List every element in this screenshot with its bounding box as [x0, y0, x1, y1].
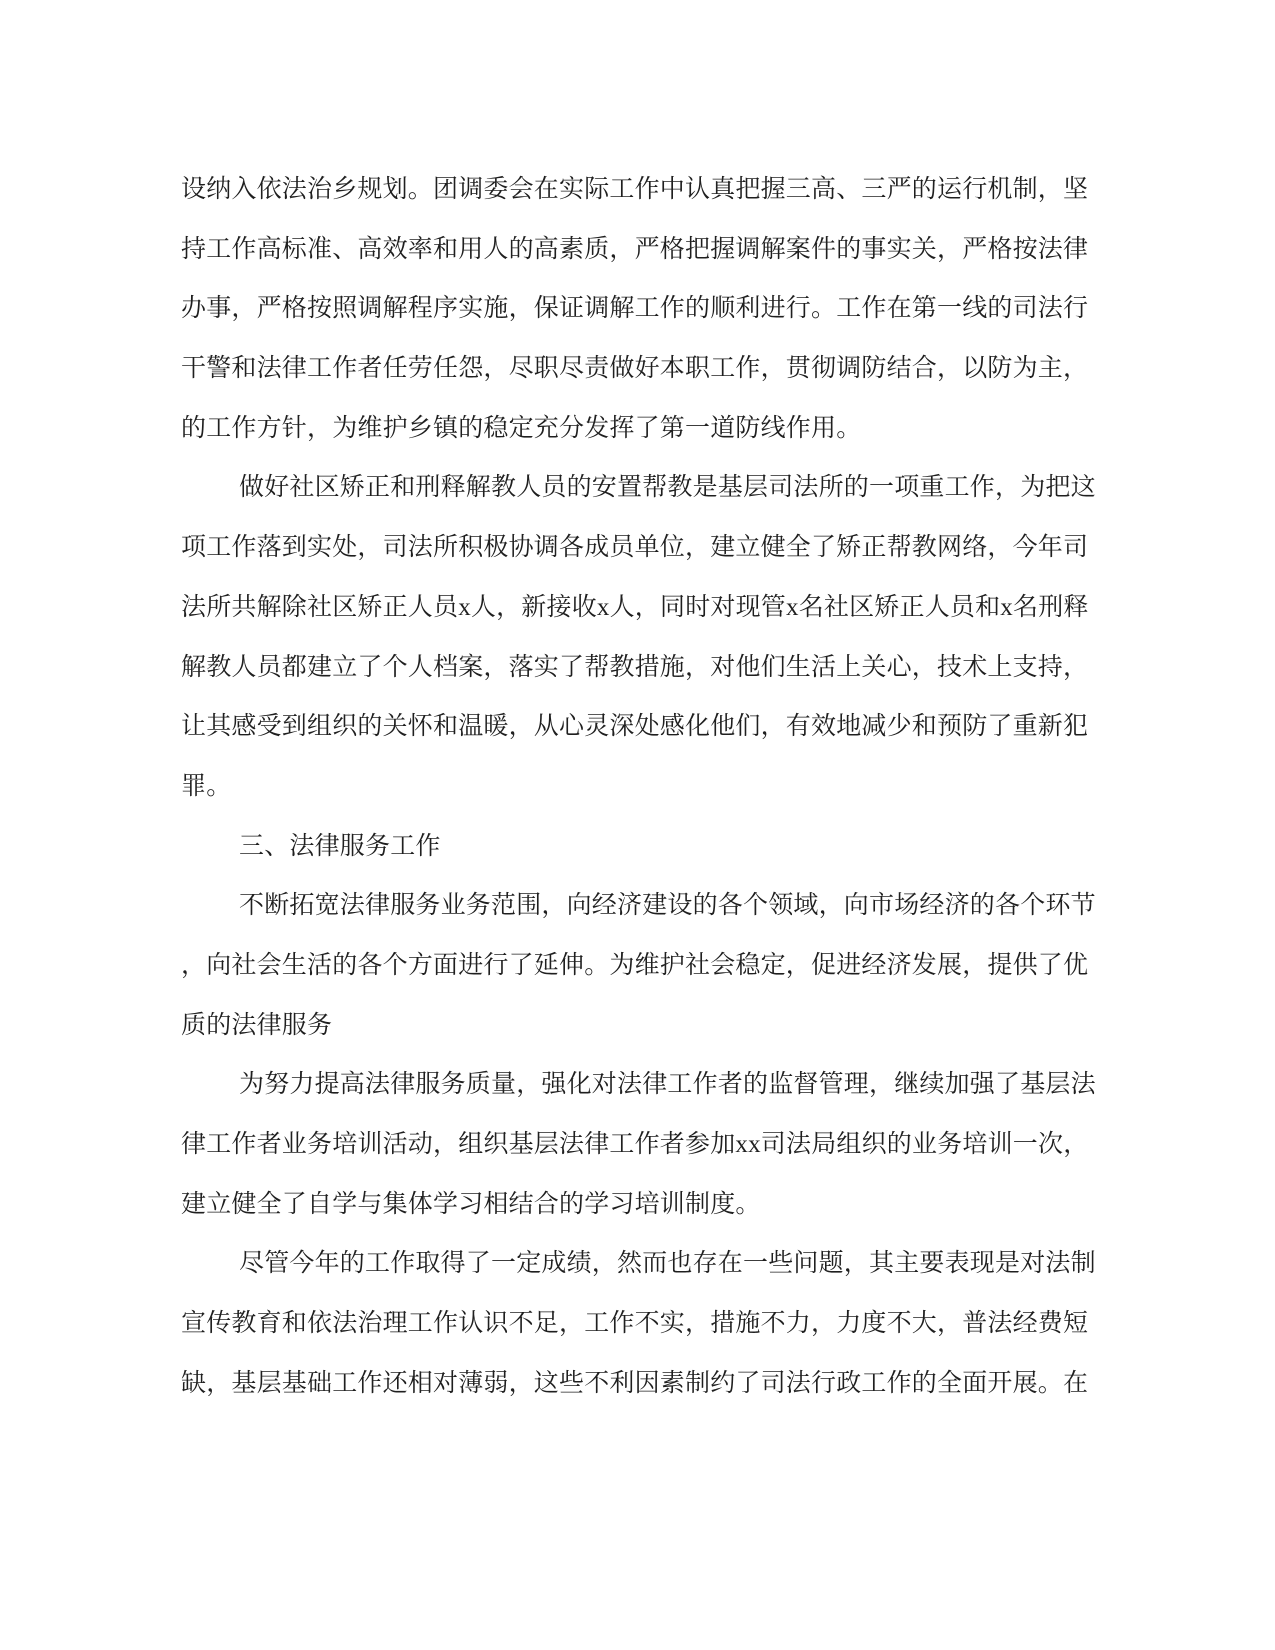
text-line: 的工作方针，为维护乡镇的稳定充分发挥了第一道防线作用。 [181, 414, 862, 442]
text-line: 持工作高标准、高效率和用人的高素质，严格把握调解案件的事实关，严格按法律 [181, 235, 1089, 263]
text-line: 设纳入依法治乡规划。团调委会在实际工作中认真把握三高、三严的运行机制，坚 [181, 176, 1089, 203]
document-text-block [181, 160, 1141, 1413]
text-line: 解教人员都建立了个人档案，落实了帮教措施，对他们生活上关心，技术上支持， [181, 653, 1089, 681]
text-line: 项工作落到实处，司法所积极协调各成员单位，建立健全了矫正帮教网络，今年司 [181, 534, 1089, 562]
text-line: 建立健全了自学与集体学习相结合的学习培训制度。 [181, 1190, 761, 1218]
text-line: 质的法律服务 [181, 1011, 333, 1039]
text-line: 不断拓宽法律服务业务范围，向经济建设的各个领域，向市场经济的各个环节 [239, 892, 1096, 920]
text-line: 为努力提高法律服务质量，强化对法律工作者的监督管理，继续加强了基层法 [239, 1071, 1096, 1099]
text-line: 宣传教育和依法治理工作认识不足，工作不实，措施不力，力度不大，普法经费短 [181, 1310, 1089, 1338]
text-line: 做好社区矫正和刑释解教人员的安置帮教是基层司法所的一项重工作，为把这 [239, 474, 1096, 502]
text-line: 罪。 [181, 772, 232, 800]
text-line: 让其感受到组织的关怀和温暖，从心灵深处感化他们，有效地减少和预防了重新犯 [181, 713, 1089, 741]
section-heading: 三、法律服务工作 [239, 832, 441, 860]
text-line: 缺，基层基础工作还相对薄弱，这些不利因素制约了司法行政工作的全面开展。在 [181, 1369, 1089, 1397]
text-line: 办事，严格按照调解程序实施，保证调解工作的顺利进行。工作在第一线的司法行 [181, 295, 1089, 323]
text-line: ，向社会生活的各个方面进行了延伸。为维护社会稳定，促进经济发展，提供了优 [181, 951, 1089, 979]
text-line: 法所共解除社区矫正人员x人，新接收x人，同时对现管x名社区矫正人员和x名刑释 [181, 593, 1089, 621]
text-line: 律工作者业务培训活动，组织基层法律工作者参加xx司法局组织的业务培训一次， [181, 1131, 1089, 1158]
text-line: 尽管今年的工作取得了一定成绩，然而也存在一些问题，其主要表现是对法制 [239, 1250, 1096, 1278]
text-line: 干警和法律工作者任劳任怨，尽职尽责做好本职工作，贯彻调防结合，以防为主， [181, 355, 1089, 383]
